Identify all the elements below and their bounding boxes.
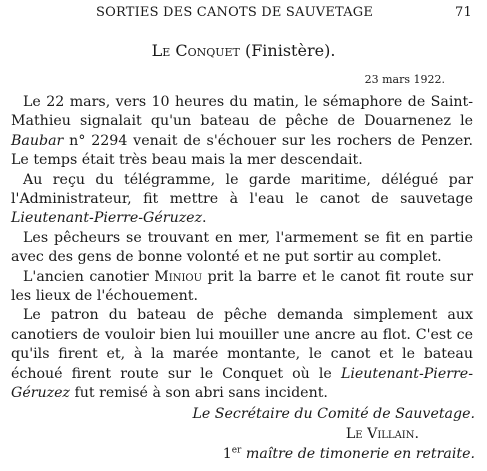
section-title-place: Le Conquet: [151, 41, 240, 60]
signature-title-sup: er: [231, 445, 242, 456]
canotier-name: Miniou: [154, 268, 203, 285]
paragraph-3: [11, 229, 473, 268]
paragraph-2-text-after: .: [202, 210, 207, 227]
signature-block: [0, 404, 475, 464]
report-body: [11, 93, 473, 404]
lifeboat-name-italic-2: Lieutenant-Pierre-Géruzez: [11, 365, 473, 402]
lifeboat-name-italic: Lieutenant-Pierre-Géruzez: [11, 210, 203, 227]
section-title-region: (Finistère).: [239, 41, 336, 60]
paragraph-5-text: Le patron du bateau de pêche demanda simplement aux canotiers de vouloir bien lui mouiller une ancre au flot. C'est ce qu'ils firent et, à la marée montante, le canot et le bateau échoué firent route sur le Conquet où le: [11, 307, 473, 382]
paragraph-5: [11, 306, 473, 403]
boat-name-italic: Baubar: [11, 132, 64, 149]
signature-title: [0, 444, 475, 464]
paragraph-1-text: Le 22 mars, vers 10 heures du matin, le sémaphore de Saint-Mathieu signalait qu'un bateau de pêche de Douarnenez le: [11, 94, 473, 130]
running-header: [0, 5, 487, 23]
page-number: 71: [455, 5, 472, 20]
signature-name: Le Villain.: [345, 426, 419, 442]
signature-title-prefix: 1: [222, 446, 232, 462]
paragraph-3-text: Les pêcheurs se trouvant en mer, l'armement se fit en partie avec des gens de bonne volonté et ne put sortir au complet.: [11, 229, 473, 266]
paragraph-5-text-after: fut remisé à son abri sans incident.: [70, 385, 328, 402]
paragraph-2-text: Au reçu du télégramme, le garde maritime, délégué par l'Administrateur, fit mettre à l'eau le canot de sauvetage: [11, 171, 473, 208]
paragraph-1-text-after: n° 2294 venait de s'échouer sur les rochers de Penzer. Le temps était très beau mais la mer descendait.: [11, 132, 473, 169]
signature-title-rest: maître de timonerie en retraite.: [241, 446, 475, 462]
paragraph-2: [11, 171, 473, 229]
paragraph-4-text: L'ancien canotier: [23, 268, 155, 285]
paragraph-4-text-after: prit la barre et le canot fit route sur les lieux de l'échouement.: [11, 268, 473, 305]
paragraph-4: [11, 268, 473, 307]
report-date: 23 mars 1922.: [364, 73, 445, 86]
paragraph-1: [11, 93, 473, 171]
running-title: SORTIES DES CANOTS DE SAUVETAGE: [96, 5, 374, 20]
signature-role: Le Secrétaire du Comité de Sauvetage.: [192, 406, 475, 422]
section-title: [0, 41, 487, 60]
